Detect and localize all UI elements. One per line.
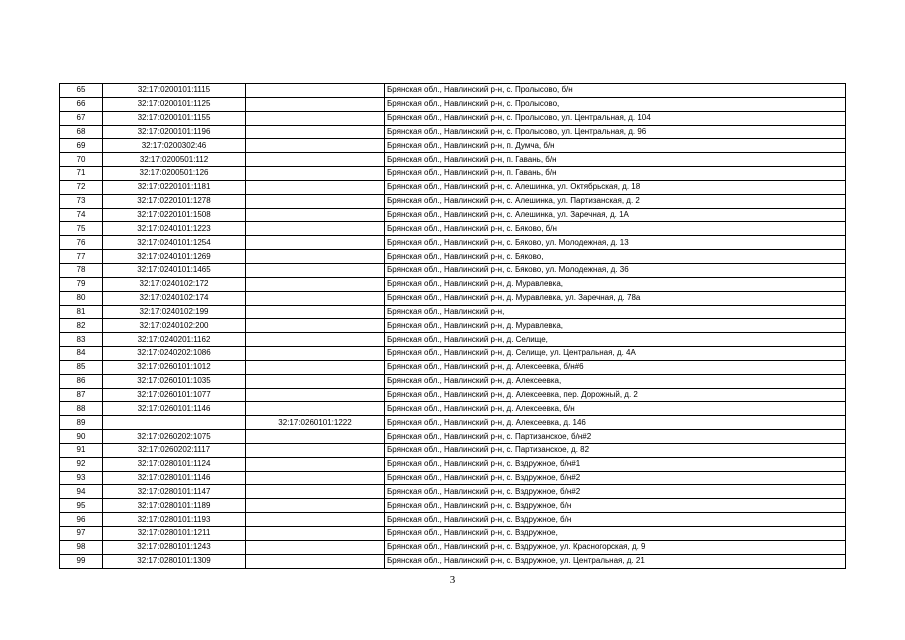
cadastral-number-cell: 32:17:0280101:1309 — [103, 554, 246, 568]
secondary-cadastral-number-cell — [246, 111, 385, 125]
page-number: 3 — [449, 574, 456, 586]
row-number-cell: 76 — [60, 236, 103, 250]
secondary-cadastral-number-cell — [246, 347, 385, 361]
cadastral-number-cell: 32:17:0240101:1465 — [103, 263, 246, 277]
table-row — [60, 388, 846, 402]
cadastral-number-cell: 32:17:0260101:1146 — [103, 402, 246, 416]
cadastral-number-cell: 32:17:0240102:199 — [103, 305, 246, 319]
table-row — [60, 319, 846, 333]
secondary-cadastral-number-cell — [246, 250, 385, 264]
address-cell: Брянская обл., Навлинский р-н, с. Партизанское, д. 82 — [385, 443, 846, 457]
row-number-cell: 84 — [60, 347, 103, 361]
secondary-cadastral-number-cell — [246, 457, 385, 471]
address-cell: Брянская обл., Навлинский р-н, с. Вздружное, ул. Красногорская, д. 9 — [385, 540, 846, 554]
address-cell: Брянская обл., Навлинский р-н, с. Бяково, ул. Молодежная, д. 36 — [385, 263, 846, 277]
address-cell: Брянская обл., Навлинский р-н, с. Вздружное, б/н — [385, 499, 846, 513]
address-cell: Брянская обл., Навлинский р-н, с. Вздружное, ул. Центральная, д. 21 — [385, 554, 846, 568]
secondary-cadastral-number-cell — [246, 527, 385, 541]
secondary-cadastral-number-cell — [246, 153, 385, 167]
table-row — [60, 291, 846, 305]
cadastral-number-cell: 32:17:0220101:1278 — [103, 194, 246, 208]
table-row — [60, 360, 846, 374]
row-number-cell: 97 — [60, 527, 103, 541]
row-number-cell: 74 — [60, 208, 103, 222]
address-cell: Брянская обл., Навлинский р-н, с. Алешинка, ул. Октябрьская, д. 18 — [385, 180, 846, 194]
secondary-cadastral-number-cell — [246, 430, 385, 444]
row-number-cell: 90 — [60, 430, 103, 444]
row-number-cell: 98 — [60, 540, 103, 554]
cadastral-number-cell: 32:17:0280101:1193 — [103, 513, 246, 527]
row-number-cell: 92 — [60, 457, 103, 471]
address-cell: Брянская обл., Навлинский р-н, п. Гавань, б/н — [385, 167, 846, 181]
address-cell: Брянская обл., Навлинский р-н, д. Алексеевка, б/н — [385, 402, 846, 416]
row-number-cell: 82 — [60, 319, 103, 333]
table-row — [60, 208, 846, 222]
table-body — [60, 84, 846, 569]
cadastral-number-cell: 32:17:0260101:1077 — [103, 388, 246, 402]
row-number-cell: 91 — [60, 443, 103, 457]
table-row — [60, 457, 846, 471]
secondary-cadastral-number-cell — [246, 499, 385, 513]
address-cell: Брянская обл., Навлинский р-н, д. Алексеевка, б/н#6 — [385, 360, 846, 374]
address-cell: Брянская обл., Навлинский р-н, — [385, 305, 846, 319]
cadastral-number-cell: 32:17:0260202:1075 — [103, 430, 246, 444]
secondary-cadastral-number-cell — [246, 513, 385, 527]
secondary-cadastral-number-cell — [246, 443, 385, 457]
cadastral-number-cell: 32:17:0280101:1124 — [103, 457, 246, 471]
cadastral-number-cell: 32:17:0220101:1181 — [103, 180, 246, 194]
address-cell: Брянская обл., Навлинский р-н, д. Селище, ул. Центральная, д. 4А — [385, 347, 846, 361]
property-table — [59, 83, 846, 569]
table-row — [60, 222, 846, 236]
row-number-cell: 77 — [60, 250, 103, 264]
table-row — [60, 540, 846, 554]
address-cell: Брянская обл., Навлинский р-н, с. Пролысово, б/н — [385, 84, 846, 98]
row-number-cell: 87 — [60, 388, 103, 402]
cadastral-number-cell: 32:17:0240102:172 — [103, 277, 246, 291]
table-row — [60, 250, 846, 264]
secondary-cadastral-number-cell — [246, 319, 385, 333]
row-number-cell: 69 — [60, 139, 103, 153]
address-cell: Брянская обл., Навлинский р-н, с. Партизанское, б/н#2 — [385, 430, 846, 444]
table-row — [60, 263, 846, 277]
row-number-cell: 96 — [60, 513, 103, 527]
address-cell: Брянская обл., Навлинский р-н, д. Муравлевка, — [385, 319, 846, 333]
address-cell: Брянская обл., Навлинский р-н, п. Думча, б/н — [385, 139, 846, 153]
table-row — [60, 402, 846, 416]
row-number-cell: 79 — [60, 277, 103, 291]
table-row — [60, 513, 846, 527]
secondary-cadastral-number-cell — [246, 291, 385, 305]
row-number-cell: 93 — [60, 471, 103, 485]
row-number-cell: 94 — [60, 485, 103, 499]
address-cell: Брянская обл., Навлинский р-н, п. Гавань, б/н — [385, 153, 846, 167]
cadastral-number-cell: 32:17:0260202:1117 — [103, 443, 246, 457]
table-row — [60, 277, 846, 291]
cadastral-number-cell: 32:17:0200501:126 — [103, 167, 246, 181]
secondary-cadastral-number-cell — [246, 139, 385, 153]
secondary-cadastral-number-cell — [246, 97, 385, 111]
secondary-cadastral-number-cell — [246, 540, 385, 554]
address-cell: Брянская обл., Навлинский р-н, д. Селище, — [385, 333, 846, 347]
table-row — [60, 97, 846, 111]
cadastral-number-cell: 32:17:0260101:1012 — [103, 360, 246, 374]
row-number-cell: 81 — [60, 305, 103, 319]
table-row — [60, 347, 846, 361]
table-row — [60, 139, 846, 153]
address-cell: Брянская обл., Навлинский р-н, д. Алексеевка, — [385, 374, 846, 388]
table-row — [60, 305, 846, 319]
secondary-cadastral-number-cell — [246, 125, 385, 139]
address-cell: Брянская обл., Навлинский р-н, д. Алексеевка, д. 146 — [385, 416, 846, 430]
row-number-cell: 85 — [60, 360, 103, 374]
row-number-cell: 78 — [60, 263, 103, 277]
address-cell: Брянская обл., Навлинский р-н, д. Муравлевка, — [385, 277, 846, 291]
address-cell: Брянская обл., Навлинский р-н, с. Алешинка, ул. Партизанская, д. 2 — [385, 194, 846, 208]
address-cell: Брянская обл., Навлинский р-н, с. Пролысово, — [385, 97, 846, 111]
row-number-cell: 88 — [60, 402, 103, 416]
cadastral-number-cell: 32:17:0260101:1035 — [103, 374, 246, 388]
secondary-cadastral-number-cell — [246, 180, 385, 194]
cadastral-number-cell: 32:17:0200302:46 — [103, 139, 246, 153]
address-cell: Брянская обл., Навлинский р-н, с. Вздружное, б/н#1 — [385, 457, 846, 471]
cadastral-number-cell: 32:17:0220101:1508 — [103, 208, 246, 222]
secondary-cadastral-number-cell — [246, 263, 385, 277]
cadastral-number-cell: 32:17:0280101:1189 — [103, 499, 246, 513]
address-cell: Брянская обл., Навлинский р-н, с. Вздружное, б/н#2 — [385, 471, 846, 485]
cadastral-number-cell: 32:17:0240201:1162 — [103, 333, 246, 347]
table-row — [60, 499, 846, 513]
table-row — [60, 416, 846, 430]
cadastral-number-cell: 32:17:0240102:200 — [103, 319, 246, 333]
secondary-cadastral-number-cell — [246, 374, 385, 388]
table-row — [60, 527, 846, 541]
secondary-cadastral-number-cell — [246, 333, 385, 347]
secondary-cadastral-number-cell — [246, 388, 385, 402]
secondary-cadastral-number-cell — [246, 277, 385, 291]
cadastral-number-cell: 32:17:0200101:1125 — [103, 97, 246, 111]
table-row — [60, 236, 846, 250]
row-number-cell: 95 — [60, 499, 103, 513]
address-cell: Брянская обл., Навлинский р-н, с. Алешинка, ул. Заречная, д. 1А — [385, 208, 846, 222]
cadastral-number-cell: 32:17:0240101:1254 — [103, 236, 246, 250]
table-row — [60, 374, 846, 388]
row-number-cell: 66 — [60, 97, 103, 111]
table-row — [60, 485, 846, 499]
cadastral-number-cell — [103, 416, 246, 430]
table-row — [60, 153, 846, 167]
cadastral-number-cell: 32:17:0280101:1147 — [103, 485, 246, 499]
cadastral-number-cell: 32:17:0240202:1086 — [103, 347, 246, 361]
row-number-cell: 72 — [60, 180, 103, 194]
table-row — [60, 443, 846, 457]
cadastral-number-cell: 32:17:0280101:1211 — [103, 527, 246, 541]
address-cell: Брянская обл., Навлинский р-н, д. Алексеевка, пер. Дорожный, д. 2 — [385, 388, 846, 402]
address-cell: Брянская обл., Навлинский р-н, д. Муравлевка, ул. Заречная, д. 78а — [385, 291, 846, 305]
secondary-cadastral-number-cell — [246, 305, 385, 319]
table-row — [60, 180, 846, 194]
cadastral-number-cell: 32:17:0240102:174 — [103, 291, 246, 305]
row-number-cell: 99 — [60, 554, 103, 568]
address-cell: Брянская обл., Навлинский р-н, с. Бяково, — [385, 250, 846, 264]
row-number-cell: 65 — [60, 84, 103, 98]
row-number-cell: 70 — [60, 153, 103, 167]
secondary-cadastral-number-cell — [246, 236, 385, 250]
table-row — [60, 333, 846, 347]
secondary-cadastral-number-cell: 32:17:0260101:1222 — [246, 416, 385, 430]
table-row — [60, 430, 846, 444]
table-row — [60, 84, 846, 98]
address-cell: Брянская обл., Навлинский р-н, с. Бяково, ул. Молодежная, д. 13 — [385, 236, 846, 250]
secondary-cadastral-number-cell — [246, 222, 385, 236]
row-number-cell: 80 — [60, 291, 103, 305]
cadastral-number-cell: 32:17:0200101:1115 — [103, 84, 246, 98]
secondary-cadastral-number-cell — [246, 485, 385, 499]
secondary-cadastral-number-cell — [246, 402, 385, 416]
secondary-cadastral-number-cell — [246, 194, 385, 208]
cadastral-number-cell: 32:17:0240101:1223 — [103, 222, 246, 236]
table-row — [60, 125, 846, 139]
address-cell: Брянская обл., Навлинский р-н, с. Пролысово, ул. Центральная, д. 104 — [385, 111, 846, 125]
table-row — [60, 194, 846, 208]
row-number-cell: 75 — [60, 222, 103, 236]
cadastral-number-cell: 32:17:0240101:1269 — [103, 250, 246, 264]
row-number-cell: 86 — [60, 374, 103, 388]
address-cell: Брянская обл., Навлинский р-н, с. Бяково, б/н — [385, 222, 846, 236]
table-row — [60, 111, 846, 125]
table-row — [60, 554, 846, 568]
row-number-cell: 68 — [60, 125, 103, 139]
address-cell: Брянская обл., Навлинский р-н, с. Вздружное, б/н — [385, 513, 846, 527]
secondary-cadastral-number-cell — [246, 208, 385, 222]
table-row — [60, 167, 846, 181]
cadastral-number-cell: 32:17:0200101:1196 — [103, 125, 246, 139]
table-row — [60, 471, 846, 485]
secondary-cadastral-number-cell — [246, 84, 385, 98]
cadastral-number-cell: 32:17:0280101:1243 — [103, 540, 246, 554]
secondary-cadastral-number-cell — [246, 554, 385, 568]
cadastral-number-cell: 32:17:0280101:1146 — [103, 471, 246, 485]
secondary-cadastral-number-cell — [246, 167, 385, 181]
row-number-cell: 67 — [60, 111, 103, 125]
row-number-cell: 89 — [60, 416, 103, 430]
row-number-cell: 73 — [60, 194, 103, 208]
address-cell: Брянская обл., Навлинский р-н, с. Вздружное, б/н#2 — [385, 485, 846, 499]
address-cell: Брянская обл., Навлинский р-н, с. Пролысово, ул. Центральная, д. 96 — [385, 125, 846, 139]
address-cell: Брянская обл., Навлинский р-н, с. Вздружное, — [385, 527, 846, 541]
row-number-cell: 83 — [60, 333, 103, 347]
cadastral-number-cell: 32:17:0200101:1155 — [103, 111, 246, 125]
secondary-cadastral-number-cell — [246, 471, 385, 485]
cadastral-number-cell: 32:17:0200501:112 — [103, 153, 246, 167]
secondary-cadastral-number-cell — [246, 360, 385, 374]
row-number-cell: 71 — [60, 167, 103, 181]
